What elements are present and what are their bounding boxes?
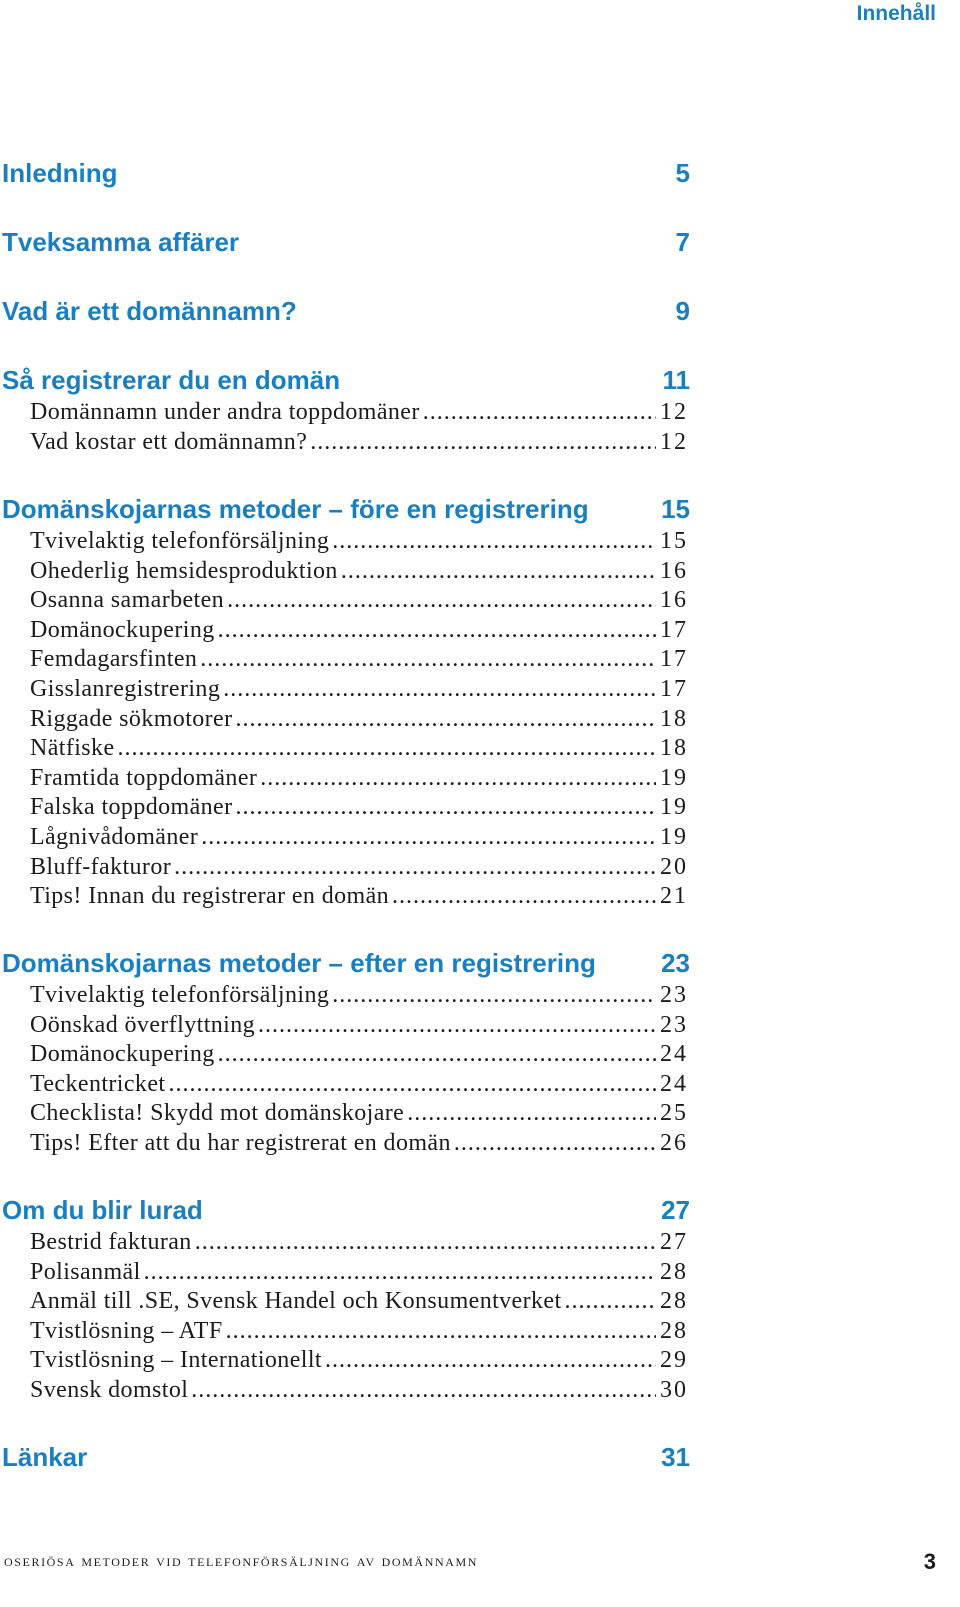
toc-section-heading[interactable] xyxy=(0,362,690,398)
toc-entry[interactable] xyxy=(0,1070,688,1100)
entry-label: Oönskad överflyttning xyxy=(30,1011,256,1038)
entry-page: 12 xyxy=(660,399,688,425)
entry-page: 18 xyxy=(660,705,688,732)
section-page: 15 xyxy=(661,494,690,524)
toc-section xyxy=(0,155,700,191)
toc-entry[interactable] xyxy=(0,616,688,646)
entry-label: Tips! Efter att du har registrerat en domän xyxy=(30,1129,451,1156)
dot-leader xyxy=(200,645,656,675)
toc-entry[interactable] xyxy=(0,675,688,705)
entry-label: Svensk domstol xyxy=(30,1376,189,1403)
section-page: 31 xyxy=(661,1442,690,1472)
entry-label: Gisslanregistrering xyxy=(30,675,221,702)
dot-leader xyxy=(454,1129,656,1159)
toc-section xyxy=(0,1192,700,1406)
entry-page: 23 xyxy=(660,1011,688,1038)
entry-page: 17 xyxy=(660,616,688,643)
entry-label: Nätfiske xyxy=(30,735,115,762)
toc-entry[interactable] xyxy=(0,734,688,764)
dot-leader xyxy=(201,823,656,853)
entry-page: 24 xyxy=(660,1041,688,1068)
toc-entry[interactable] xyxy=(0,1228,688,1258)
dot-leader xyxy=(423,398,656,428)
entry-page: 19 xyxy=(660,794,688,821)
dot-leader xyxy=(227,586,656,616)
section-title: Inledning xyxy=(2,158,118,188)
entry-page: 15 xyxy=(660,528,688,554)
entry-label: Falska toppdomäner xyxy=(30,794,233,821)
section-page: 27 xyxy=(661,1195,690,1225)
dot-leader xyxy=(174,853,656,883)
section-title: Domänskojarnas metoder – efter en registrering xyxy=(2,948,596,978)
dot-leader xyxy=(392,882,656,912)
entry-page: 28 xyxy=(660,1317,688,1344)
entry-page: 17 xyxy=(660,675,688,702)
entry-label: Domänockupering xyxy=(30,616,215,643)
dot-leader xyxy=(310,428,656,458)
toc-section xyxy=(0,224,700,260)
section-title: Vad är ett domännamn? xyxy=(2,296,297,326)
dot-leader xyxy=(118,734,656,764)
entry-page: 29 xyxy=(660,1347,688,1374)
toc-entry[interactable] xyxy=(0,853,688,883)
entry-page: 19 xyxy=(660,764,688,791)
toc-section-heading[interactable] xyxy=(0,491,690,527)
entry-page: 28 xyxy=(660,1258,688,1285)
section-page: 5 xyxy=(675,158,690,188)
entry-label: Domänockupering xyxy=(30,1041,215,1068)
toc-entry[interactable] xyxy=(0,1376,688,1406)
toc-section-heading[interactable] xyxy=(0,1439,690,1475)
dot-leader xyxy=(223,675,656,705)
dot-leader xyxy=(218,1040,656,1070)
entry-label: Vad kostar ett domännamn? xyxy=(30,428,308,455)
section-page: 7 xyxy=(675,227,690,257)
toc-section-heading[interactable] xyxy=(0,945,690,981)
section-title: Tveksamma affärer xyxy=(2,227,240,257)
entry-page: 28 xyxy=(660,1288,688,1315)
entry-label: Tvivelaktig telefonförsäljning xyxy=(30,528,330,554)
toc-section xyxy=(0,1439,700,1475)
page-footer xyxy=(0,1541,960,1574)
dot-leader xyxy=(168,1070,656,1100)
entry-label: Framtida toppdomäner xyxy=(30,764,258,791)
entry-label: Checklista! Skydd mot domänskojare xyxy=(30,1100,405,1127)
toc-section xyxy=(0,362,700,457)
section-page: 9 xyxy=(675,296,690,326)
toc-entry[interactable] xyxy=(0,1317,688,1347)
entry-label: Bluff-fakturor xyxy=(30,853,172,880)
toc-section xyxy=(0,491,700,912)
section-page: 23 xyxy=(661,948,690,978)
toc-entry[interactable] xyxy=(0,428,688,458)
entry-page: 12 xyxy=(660,428,688,455)
entry-label: Domännamn under andra toppdomäner xyxy=(30,399,420,425)
toc-entry[interactable] xyxy=(0,823,688,853)
section-title: Så registrerar du en domän xyxy=(2,365,341,395)
toc-entry[interactable] xyxy=(0,398,688,428)
entry-page: 27 xyxy=(660,1229,688,1255)
toc-section-heading[interactable] xyxy=(0,155,690,191)
dot-leader xyxy=(258,1011,656,1041)
dot-leader xyxy=(226,1317,656,1347)
section-title: Domänskojarnas metoder – före en registrering xyxy=(2,494,589,524)
running-head: Innehåll xyxy=(856,2,936,25)
entry-page: 30 xyxy=(660,1376,688,1403)
dot-leader xyxy=(565,1287,656,1317)
entry-label: Riggade sökmotorer xyxy=(30,705,233,732)
dot-leader xyxy=(218,616,656,646)
toc-section xyxy=(0,945,700,1159)
toc-entry[interactable] xyxy=(0,882,688,912)
toc-entry[interactable] xyxy=(0,1346,688,1376)
dot-leader xyxy=(236,705,657,735)
entry-page: 18 xyxy=(660,735,688,762)
toc-entry[interactable] xyxy=(0,793,688,823)
toc-section-heading[interactable] xyxy=(0,1192,690,1228)
entry-page: 16 xyxy=(660,557,688,584)
toc-section-heading[interactable] xyxy=(0,224,690,260)
toc-entry[interactable] xyxy=(0,1258,688,1288)
dot-leader xyxy=(195,1228,656,1258)
entry-label: Anmäl till .SE, Svensk Handel och Konsumentverket xyxy=(30,1288,562,1315)
entry-label: Bestrid fakturan xyxy=(30,1229,192,1255)
entry-page: 16 xyxy=(660,587,688,614)
entry-label: Tvistlösning – Internationellt xyxy=(30,1347,322,1374)
dot-leader xyxy=(144,1258,656,1288)
entry-label: Tips! Innan du registrerar en domän xyxy=(30,883,390,910)
entry-page: 17 xyxy=(660,646,688,673)
dot-leader xyxy=(332,527,656,557)
entry-page: 26 xyxy=(660,1129,688,1156)
footer-title: oseriösa metoder vid telefonförsäljning av domännamn xyxy=(4,1551,479,1570)
toc-entry[interactable] xyxy=(0,705,688,735)
dot-leader xyxy=(325,1346,656,1376)
entry-page: 25 xyxy=(660,1100,688,1127)
entry-page: 19 xyxy=(660,823,688,850)
dot-leader xyxy=(332,981,656,1011)
toc-section xyxy=(0,293,700,329)
toc-entry[interactable] xyxy=(0,645,688,675)
section-title: Om du blir lurad xyxy=(2,1195,203,1225)
entry-page: 21 xyxy=(660,883,688,910)
dot-leader xyxy=(191,1376,656,1406)
toc-entry[interactable] xyxy=(0,557,688,587)
entry-label: Tvistlösning – ATF xyxy=(30,1317,223,1344)
toc-entry[interactable] xyxy=(0,586,688,616)
entry-label: Polisanmäl xyxy=(30,1258,141,1285)
toc-section-heading[interactable] xyxy=(0,293,690,329)
entry-page: 24 xyxy=(660,1070,688,1097)
toc-entry[interactable] xyxy=(0,1099,688,1129)
entry-label: Femdagarsfinten xyxy=(30,646,198,673)
entry-label: Osanna samarbeten xyxy=(30,587,225,614)
section-page: 11 xyxy=(662,365,690,395)
toc-entry[interactable] xyxy=(0,1287,688,1317)
dot-leader xyxy=(260,764,656,794)
entry-label: Lågnivådomäner xyxy=(30,823,199,850)
entry-label: Teckentricket xyxy=(30,1070,166,1097)
toc-entry[interactable] xyxy=(0,527,688,557)
toc-entry[interactable] xyxy=(0,1040,688,1070)
dot-leader xyxy=(407,1099,656,1129)
entry-page: 23 xyxy=(660,982,688,1008)
entry-page: 20 xyxy=(660,853,688,880)
dot-leader xyxy=(236,793,657,823)
section-title: Länkar xyxy=(2,1442,88,1472)
entry-label: Ohederlig hemsidesproduktion xyxy=(30,557,338,584)
toc-entry[interactable] xyxy=(0,981,688,1011)
toc-entry[interactable] xyxy=(0,764,688,794)
toc-entry[interactable] xyxy=(0,1129,688,1159)
entry-label: Tvivelaktig telefonförsäljning xyxy=(30,982,330,1008)
dot-leader xyxy=(341,557,656,587)
toc-entry[interactable] xyxy=(0,1011,688,1041)
page-number: 3 xyxy=(923,1549,936,1574)
